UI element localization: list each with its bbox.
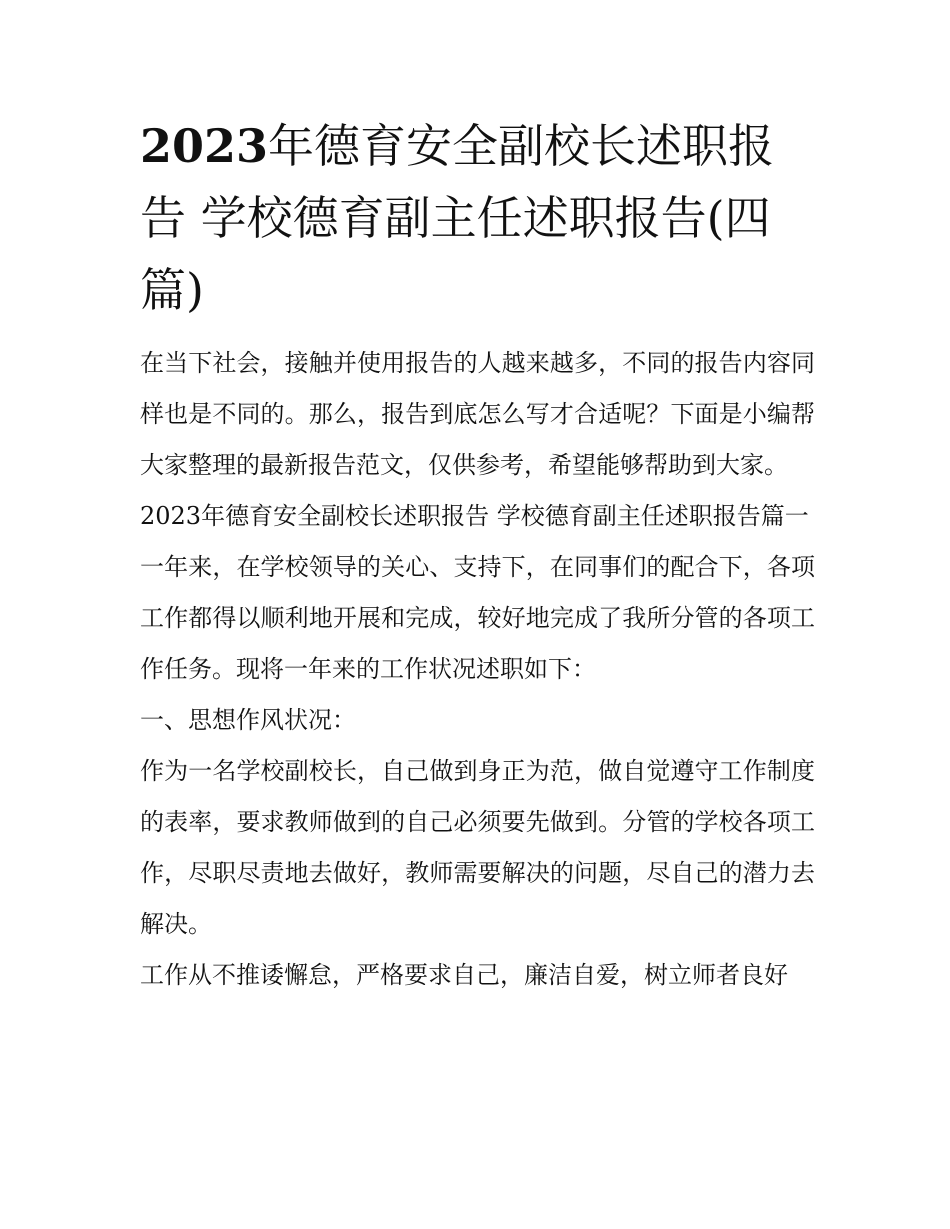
body-paragraph: 一年来，在学校领导的关心、支持下，在同事们的配合下，各项工作都得以顺利地开展和完成，较好地完成了我所分管的各项工作任务。现将一年来的工作状况述职如下： (140, 553, 815, 683)
document-page (140, 110, 815, 1001)
body-paragraph: 作为一名学校副校长，自己做到身正为范，做自觉遵守工作制度的表率，要求教师做到的自己必须要先做到。分管的学校各项工作，尽职尽责地去做好，教师需要解决的问题，尽自己的潜力去解决。 (140, 757, 815, 938)
body-paragraph: 工作从不推诿懈怠，严格要求自己，廉洁自爱，树立师者良好 (140, 961, 788, 989)
intro-paragraph: 在当下社会，接触并使用报告的人越来越多，不同的报告内容同样也是不同的。那么，报告到底怎么写才合适呢？下面是小编帮大家整理的最新报告范文，仅供参考，希望能够帮助到大家。 (140, 349, 815, 479)
title-text: 年德育安全副校长述职报告 学校德育副主任述职报告(四篇) (140, 119, 775, 317)
title-year: 2023 (140, 119, 269, 173)
subsection-heading: 一、思想作风状况： (140, 706, 356, 734)
section-heading: 2023年德育安全副校长述职报告 学校德育副主任述职报告篇一 (140, 502, 809, 530)
document-title (140, 110, 815, 326)
